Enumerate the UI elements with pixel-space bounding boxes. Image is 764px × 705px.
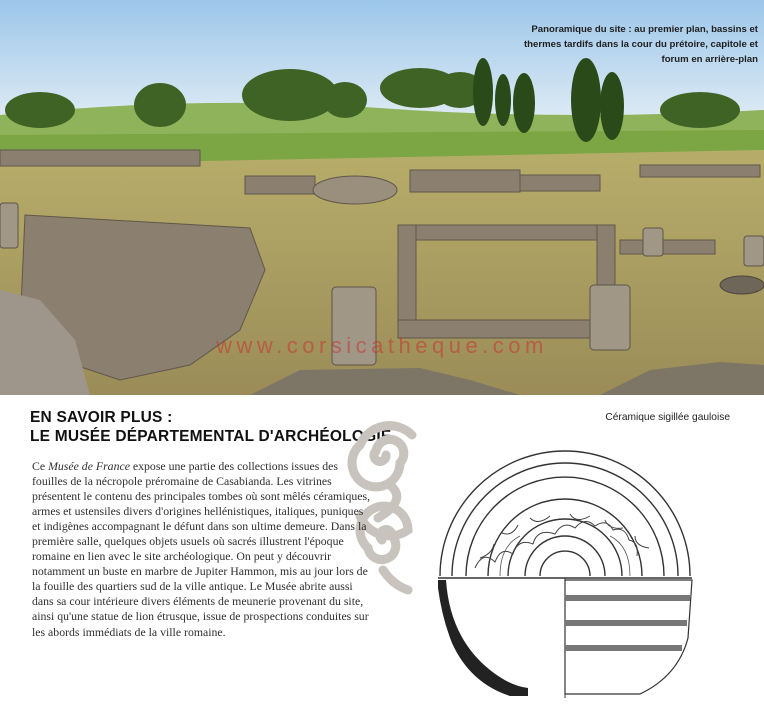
- watermark: www.corsicatheque.com: [216, 333, 548, 358]
- intro-rest: expose une partie des collections issues des fouilles de la nécropole préromaine de Casabianda. Les vitrines présentent le contenu des principales tombes où sont mêlés céramiques, armes et ustensiles divers d'origines hellénistiques, italiques, puniques et indigènes accompagnant le défunt dans son ultime demeure. Dans la première salle, quelques objets usuels où sacrés illustrent l'époque romaine en lien avec le site archéologique. On peut y découvrir notamment un buste en marbre de Jupiter Hammon, mis au jour lors de la fouille des quartiers sud de la ville antique. Le Musée abrite aussi dans sa cour intérieure divers éléments de meunerie provenant du site, ainsi qu'une statue de lion étrusque, issue de prospections conduites sur les abords immédiats de la ville romaine.: [32, 459, 371, 639]
- photo-caption-line: Panoramique du site : au premier plan, bassins et: [531, 24, 758, 35]
- heading-line-1: EN SAVOIR PLUS :: [30, 409, 173, 426]
- article-paragraph: [32, 459, 372, 640]
- museum-label: Musée de France: [48, 459, 130, 473]
- intro-prefix: Ce: [32, 459, 49, 473]
- pottery-caption: Céramique sigillée gauloise: [605, 412, 730, 423]
- article-body: [32, 459, 372, 640]
- heading-line-2: LE MUSÉE DÉPARTEMENTAL D'ARCHÉOLOGIE: [30, 428, 392, 445]
- photo-caption-line: forum en arrière-plan: [661, 54, 758, 65]
- pottery-illustration: [430, 438, 700, 705]
- photo-caption-line: thermes tardifs dans la cour du prétoire, capitole et: [523, 39, 758, 50]
- photo-caption: [498, 22, 758, 67]
